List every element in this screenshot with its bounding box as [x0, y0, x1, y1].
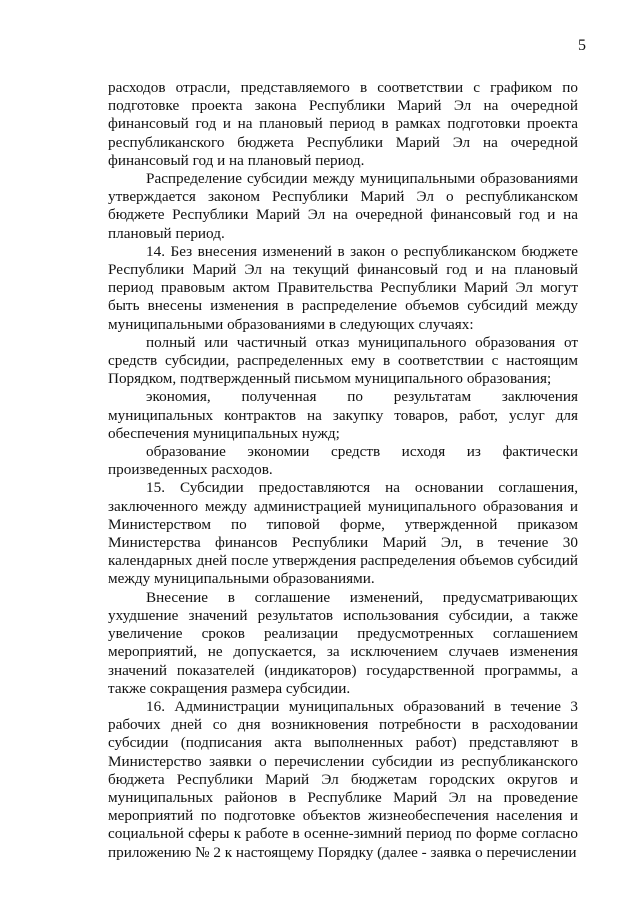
paragraph-item-15: 15. Субсидии предоставляются на основании соглашения, заключенного между администрацией муниципального образования и Министерством по типовой форме, утвержденной приказом Министерства финансов Республики Марий Эл, в течение 30 календарных дней после утверждения распределения объемов субсидий между муниципальными образованиями.: [108, 479, 578, 588]
page-number: 5: [578, 37, 586, 54]
paragraph-agreement-changes: Внесение в соглашение изменений, предусматривающих ухудшение значений результатов использования субсидии, а также увеличение сроков реализации предусмотренных соглашением мероприятий, не допускается, за исключением случаев изменения значений показателей (индикаторов) государственной программы, а также сокращения размера субсидии.: [108, 588, 578, 697]
paragraph-item-16: 16. Администрации муниципальных образований в течение 3 рабочих дней со дня возникновения потребности в расходовании субсидии (подписания акта выполненных работ) представляют в Министерство заявки о перечислении субсидии из республиканского бюджета Республики Марий Эл бюджетам городских округов и муниципальных районов в Республике Марий Эл на проведение мероприятий по подготовке объектов жизнеобеспечения населения и социальной сферы к работе в осенне-зимний период по форме согласно приложению № 2 к настоящему Порядку (далее - заявка о перечислении: [108, 697, 578, 861]
paragraph-case-refusal: полный или частичный отказ муниципального образования от средств субсидии, распределенных ему в соответствии с настоящим Порядком, подтвержденный письмом муниципального образования;: [108, 333, 578, 388]
paragraph-distribution: Распределение субсидии между муниципальными образованиями утверждается законом Республики Марий Эл о республиканском бюджете Республики Марий Эл на очередной финансовый год и на плановый период.: [108, 170, 578, 242]
paragraph-continuation: расходов отрасли, представляемого в соответствии с графиком по подготовке проекта закона Республики Марий Эл на очередной финансовый год и на плановый период в рамках подготовки проекта республиканского бюджета Республики Марий Эл на очередной финансовый год и на плановый период.: [108, 79, 578, 169]
paragraph-item-14: 14. Без внесения изменений в закон о республиканском бюджете Республики Марий Эл на текущий финансовый год и на плановый период правовым актом Правительства Республики Марий Эл могут быть внесены изменения в распределение объемов субсидий между муниципальными образованиями в следующих случаях:: [108, 242, 578, 333]
paragraph-case-savings-contracts: экономия, полученная по результатам заключения муниципальных контрактов на закупку товаров, работ, услуг для обеспечения муниципальных нужд;: [108, 388, 578, 442]
document-body: [108, 79, 578, 862]
paragraph-case-savings-expenses: образование экономии средств исходя из фактически произведенных расходов.: [108, 443, 578, 479]
